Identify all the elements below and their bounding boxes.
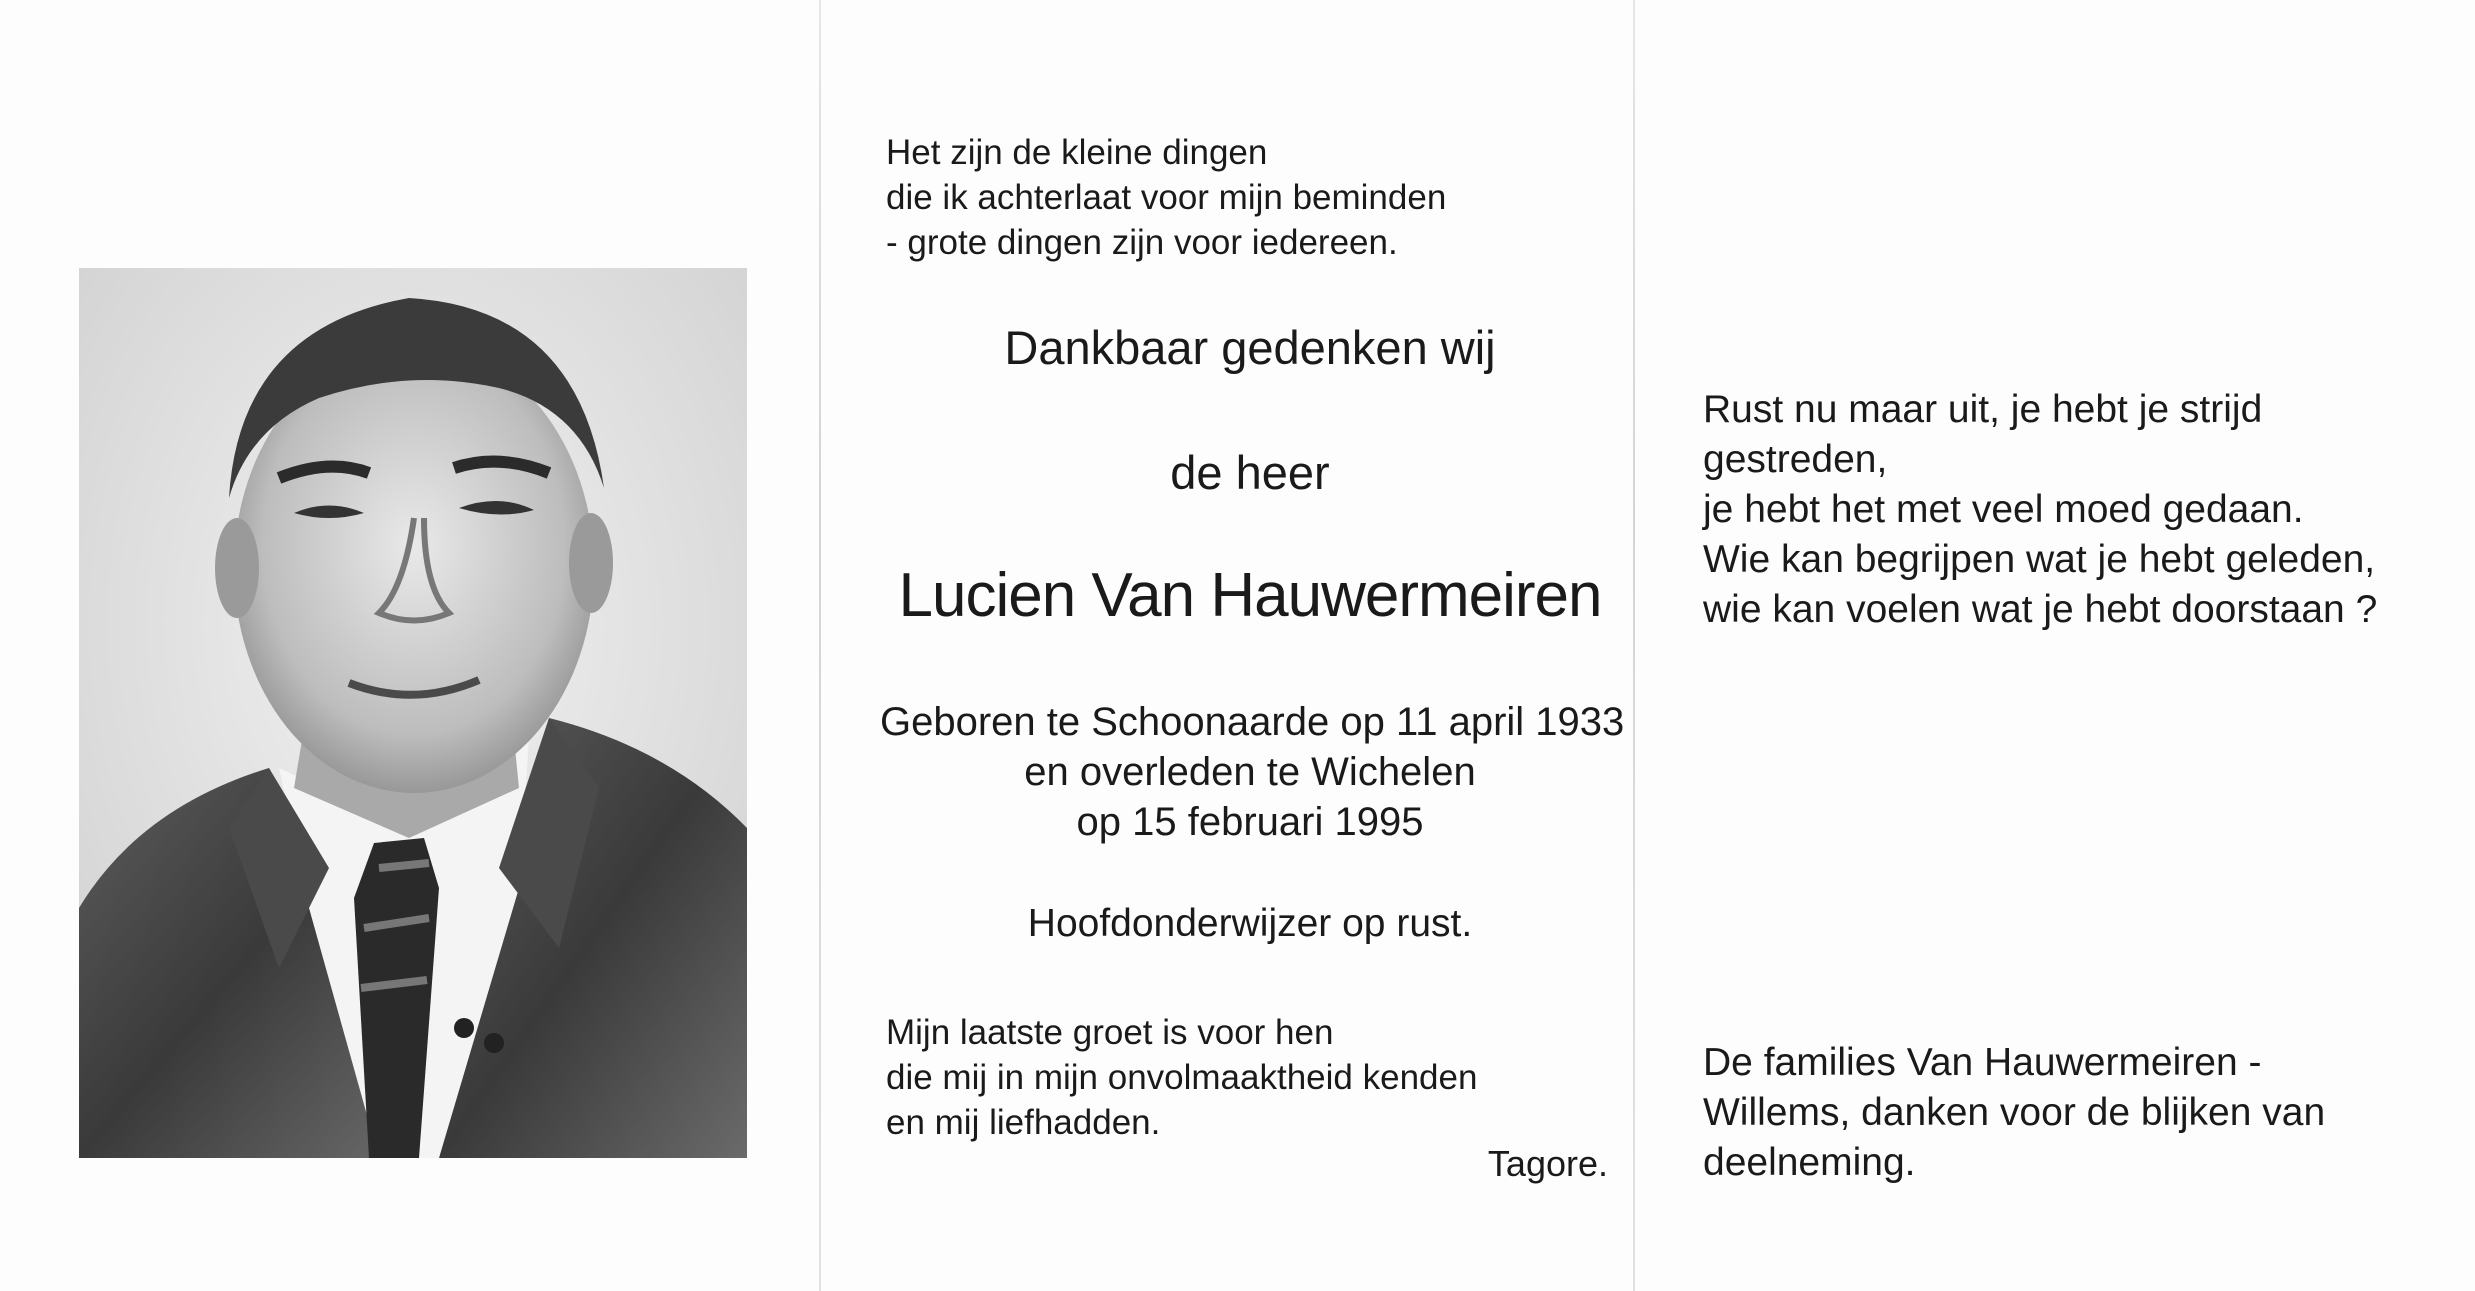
card-fold-right [1633, 0, 1635, 1291]
deceased-name: Lucien Van Hauwermeiren [898, 561, 1602, 630]
birth-line: Geboren te Schoonaarde op 11 april 1933 [880, 700, 1625, 744]
family-thanks [1703, 1038, 2325, 1188]
poem-top-line: Het zijn de kleine dingen [886, 133, 1268, 172]
poem-bottom-line: en mij liefhadden. [886, 1103, 1161, 1142]
poem-top-line: - grote dingen zijn voor iedereen. [886, 223, 1398, 262]
poem-author: Tagore. [1487, 1143, 1608, 1184]
thanks-line: Willems, danken voor de blijken van [1703, 1091, 2326, 1134]
portrait-icon [79, 268, 747, 1158]
death-date-line: op 15 februari 1995 [1076, 800, 1424, 844]
gedenken-heading: Dankbaar gedenken wij [1004, 321, 1496, 374]
poem-top [886, 130, 1446, 265]
poem-bottom-line: die mij in mijn onvolmaaktheid kenden [886, 1058, 1478, 1097]
right-poem [1703, 385, 2377, 635]
right-poem-line: Rust nu maar uit, je hebt je strijd [1703, 388, 2263, 431]
thanks-line: deelneming. [1703, 1141, 1916, 1184]
portrait-photo [79, 268, 747, 1158]
poem-bottom-line: Mijn laatste groet is voor hen [886, 1013, 1334, 1052]
function-line: Hoofdonderwijzer op rust. [1027, 902, 1473, 945]
death-place-line: en overleden te Wichelen [1024, 750, 1476, 794]
birth-death-info [880, 697, 1625, 847]
card-fold-left [819, 0, 821, 1291]
title-heading: de heer [1170, 446, 1330, 499]
poem-top-line: die ik achterlaat voor mijn beminden [886, 178, 1447, 217]
thanks-line: De families Van Hauwermeiren - [1703, 1041, 2262, 1084]
right-poem-line: wie kan voelen wat je hebt doorstaan ? [1703, 588, 2378, 631]
poem-bottom [886, 1010, 1477, 1145]
right-poem-line: je hebt het met veel moed gedaan. [1703, 488, 2304, 531]
right-poem-line: Wie kan begrijpen wat je hebt geleden, [1703, 538, 2376, 581]
right-poem-line: gestreden, [1703, 438, 1888, 481]
